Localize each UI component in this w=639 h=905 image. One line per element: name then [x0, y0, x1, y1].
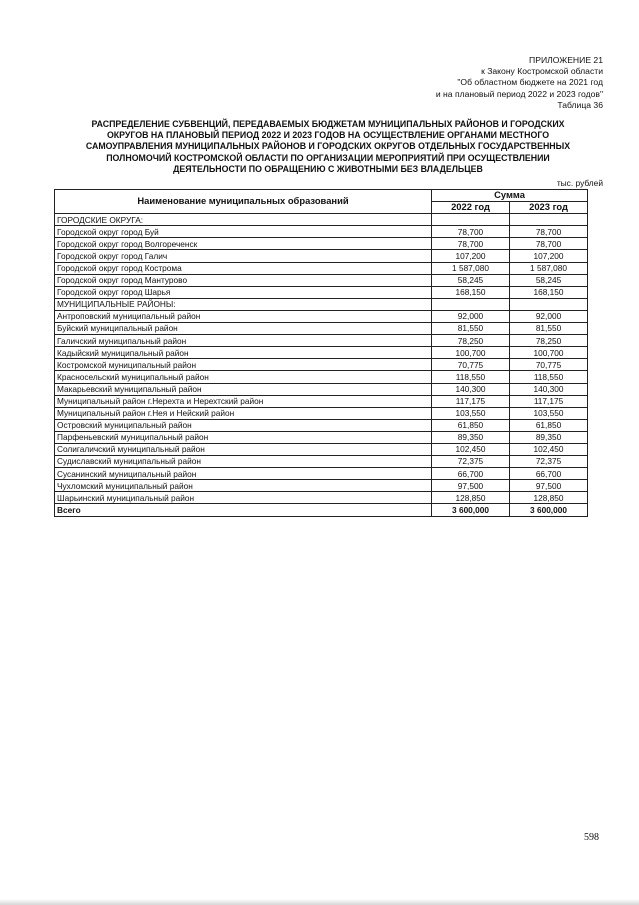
value-2022: 81,550	[432, 323, 510, 335]
table-row	[55, 310, 588, 322]
table-row	[55, 407, 588, 419]
table-row	[55, 250, 588, 262]
municipality-name: Городской округ город Мантурово	[55, 274, 432, 286]
table-row	[55, 347, 588, 359]
total-2023: 3 600,000	[510, 504, 588, 516]
municipality-name: Городской округ город Шарья	[55, 286, 432, 298]
value-2023: 100,700	[510, 347, 588, 359]
municipality-name: Шарьинский муниципальный район	[55, 492, 432, 504]
value-2022: 66,700	[432, 468, 510, 480]
table-row	[55, 383, 588, 395]
section-label: ГОРОДСКИЕ ОКРУГА:	[55, 214, 432, 226]
value-2023: 1 587,080	[510, 262, 588, 274]
value-2023: 117,175	[510, 395, 588, 407]
document-title	[52, 119, 604, 175]
municipality-name: Судиславский муниципальный район	[55, 456, 432, 468]
value-2022: 78,700	[432, 238, 510, 250]
table-row	[55, 371, 588, 383]
value-2022: 78,700	[432, 226, 510, 238]
municipality-name: Городской округ город Кострома	[55, 262, 432, 274]
value-2023: 107,200	[510, 250, 588, 262]
column-header-sum: Сумма	[432, 190, 588, 202]
total-row	[55, 504, 588, 516]
value-2022: 100,700	[432, 347, 510, 359]
municipality-name: Островский муниципальный район	[55, 419, 432, 431]
municipality-name: Галичский муниципальный район	[55, 335, 432, 347]
empty-cell	[510, 298, 588, 310]
value-2023: 78,700	[510, 238, 588, 250]
value-2023: 70,775	[510, 359, 588, 371]
title-line: ОКРУГОВ НА ПЛАНОВЫЙ ПЕРИОД 2022 И 2023 ГОДОВ НА ОСУЩЕСТВЛЕНИЕ ОРГАНАМИ МЕСТНОГО	[106, 130, 550, 141]
municipality-name: Буйский муниципальный район	[55, 323, 432, 335]
table-row	[55, 238, 588, 250]
table-row	[55, 262, 588, 274]
value-2022: 70,775	[432, 359, 510, 371]
table-row	[55, 274, 588, 286]
table-row	[55, 468, 588, 480]
title-line: ДЕЯТЕЛЬНОСТИ ПО ОБРАЩЕНИЮ С ЖИВОТНЫМИ БЕЗ ВЛАДЕЛЬЦЕВ	[173, 163, 483, 174]
value-2022: 118,550	[432, 371, 510, 383]
total-label: Всего	[55, 504, 432, 516]
value-2022: 1 587,080	[432, 262, 510, 274]
subventions-table	[54, 189, 588, 517]
law-period: и на плановый период 2022 и 2023 годов"	[435, 88, 603, 99]
table-row	[55, 480, 588, 492]
value-2022: 72,375	[432, 456, 510, 468]
value-2022: 117,175	[432, 395, 510, 407]
section-row-districts	[55, 298, 588, 310]
law-reference: к Закону Костромской области	[481, 66, 603, 77]
municipality-name: Солигаличский муниципальный район	[55, 443, 432, 455]
title-line: ПОЛНОМОЧИЙ КОСТРОМСКОЙ ОБЛАСТИ ПО ОРГАНИЗАЦИИ МЕРОПРИЯТИЙ ПРИ ОСУЩЕСТВЛЕНИИ	[106, 152, 550, 163]
table-row	[55, 359, 588, 371]
table-header-row	[55, 190, 588, 202]
municipality-name: Кадыйский муниципальный район	[55, 347, 432, 359]
value-2023: 118,550	[510, 371, 588, 383]
unit-label: тыс. рублей	[556, 178, 603, 188]
value-2022: 168,150	[432, 286, 510, 298]
value-2022: 128,850	[432, 492, 510, 504]
law-title: "Об областном бюджете на 2021 год	[457, 77, 603, 88]
value-2023: 61,850	[510, 419, 588, 431]
value-2023: 102,450	[510, 443, 588, 455]
municipality-name: Красносельский муниципальный район	[55, 371, 432, 383]
table-row	[55, 492, 588, 504]
page-edge	[0, 899, 639, 905]
section-row-urban	[55, 214, 588, 226]
value-2023: 92,000	[510, 310, 588, 322]
municipality-name: Макарьевский муниципальный район	[55, 383, 432, 395]
column-header-name: Наименование муниципальных образований	[55, 190, 432, 214]
value-2022: 92,000	[432, 310, 510, 322]
total-2022: 3 600,000	[432, 504, 510, 516]
value-2022: 58,245	[432, 274, 510, 286]
title-line: РАСПРЕДЕЛЕНИЕ СУБВЕНЦИЙ, ПЕРЕДАВАЕМЫХ БЮДЖЕТАМ МУНИЦИПАЛЬНЫХ РАЙОНОВ И ГОРОДСКИХ	[91, 119, 565, 129]
value-2023: 78,250	[510, 335, 588, 347]
table-row	[55, 431, 588, 443]
column-header-2023: 2023 год	[510, 202, 588, 214]
value-2023: 89,350	[510, 431, 588, 443]
page-number: 598	[584, 832, 599, 843]
municipality-name: Антроповский муниципальный район	[55, 310, 432, 322]
municipality-name: Чухломский муниципальный район	[55, 480, 432, 492]
table-row	[55, 323, 588, 335]
municipality-name: Городской округ город Волгореченск	[55, 238, 432, 250]
table-row	[55, 286, 588, 298]
value-2023: 72,375	[510, 456, 588, 468]
empty-cell	[432, 214, 510, 226]
value-2022: 89,350	[432, 431, 510, 443]
value-2023: 66,700	[510, 468, 588, 480]
column-header-2022: 2022 год	[432, 202, 510, 214]
appendix-number: ПРИЛОЖЕНИЕ 21	[529, 55, 603, 65]
value-2023: 128,850	[510, 492, 588, 504]
value-2022: 102,450	[432, 443, 510, 455]
municipality-name: Городской округ город Галич	[55, 250, 432, 262]
municipality-name: Костромской муниципальный район	[55, 359, 432, 371]
value-2023: 78,700	[510, 226, 588, 238]
value-2022: 78,250	[432, 335, 510, 347]
value-2022: 107,200	[432, 250, 510, 262]
table-row	[55, 335, 588, 347]
municipality-name: Сусанинский муниципальный район	[55, 468, 432, 480]
value-2023: 168,150	[510, 286, 588, 298]
table-row	[55, 419, 588, 431]
municipality-name: Парфеньевский муниципальный район	[55, 431, 432, 443]
value-2022: 103,550	[432, 407, 510, 419]
value-2022: 97,500	[432, 480, 510, 492]
value-2023: 97,500	[510, 480, 588, 492]
table-row	[55, 226, 588, 238]
value-2023: 58,245	[510, 274, 588, 286]
table-row	[55, 443, 588, 455]
value-2022: 140,300	[432, 383, 510, 395]
value-2022: 61,850	[432, 419, 510, 431]
municipality-name: Муниципальный район г.Нерехта и Нерехтский район	[55, 395, 432, 407]
table-row	[55, 456, 588, 468]
empty-cell	[510, 214, 588, 226]
table-row	[55, 395, 588, 407]
municipality-name: Городской округ город Буй	[55, 226, 432, 238]
appendix-header	[283, 55, 603, 111]
municipality-name: Муниципальный район г.Нея и Нейский район	[55, 407, 432, 419]
value-2023: 103,550	[510, 407, 588, 419]
empty-cell	[432, 298, 510, 310]
title-line: САМОУПРАВЛЕНИЯ МУНИЦИПАЛЬНЫХ РАЙОНОВ И ГОРОДСКИХ ОКРУГОВ ОТДЕЛЬНЫХ ГОСУДАРСТВЕННЫХ	[85, 141, 571, 152]
table-number: Таблица 36	[557, 99, 603, 110]
value-2023: 81,550	[510, 323, 588, 335]
value-2023: 140,300	[510, 383, 588, 395]
section-label: МУНИЦИПАЛЬНЫЕ РАЙОНЫ:	[55, 298, 432, 310]
